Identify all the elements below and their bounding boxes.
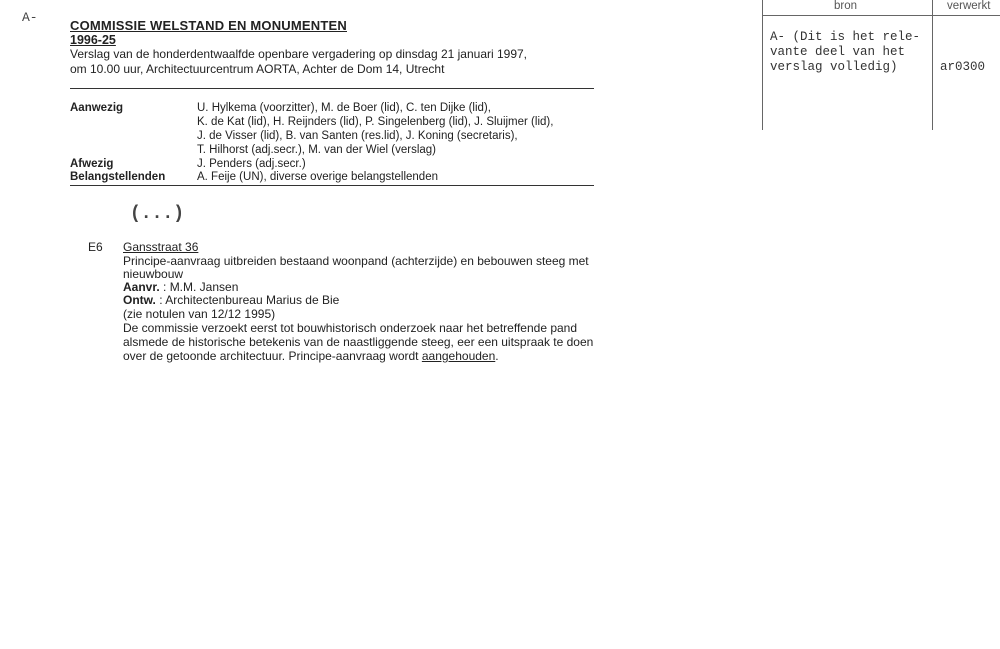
item-reference: (zie notulen van 12/12 1995) bbox=[123, 307, 276, 321]
item-decision-line-3 bbox=[123, 349, 499, 363]
divider-bottom bbox=[70, 185, 594, 186]
item-decision-line-1: De commissie verzoekt eerst tot bouwhistorisch onderzoek naar het betreffende pand bbox=[123, 321, 578, 335]
item-street: Gansstraat 36 bbox=[123, 240, 199, 254]
page-marker: A- bbox=[22, 10, 38, 25]
item-description-line-1: Principe-aanvraag uitbreiden bestaand woonpand (achterzijde) en bebouwen steeg met bbox=[123, 254, 589, 268]
decision-text: over de getoonde architectuur. Principe-aanvraag wordt bbox=[123, 349, 422, 363]
stakeholders-text: A. Feije (UN), diverse overige belangstellenden bbox=[197, 171, 438, 183]
present-line-3: J. de Visser (lid), B. van Santen (res.lid), J. Koning (secretaris), bbox=[197, 130, 518, 142]
item-description-line-2: nieuwbouw bbox=[123, 267, 184, 281]
table-column-divider bbox=[932, 0, 933, 130]
present-label: Aanwezig bbox=[70, 102, 124, 114]
item-code: E6 bbox=[88, 240, 103, 254]
document-number: 1996-25 bbox=[70, 33, 116, 47]
processed-code: ar0300 bbox=[940, 60, 986, 74]
source-note: A- (Dit is het rele- vante deel van het verslag volledig) bbox=[770, 30, 921, 74]
source-column-header: bron bbox=[834, 0, 858, 12]
present-line-4: T. Hilhorst (adj.secr.), M. van der Wiel (verslag) bbox=[197, 144, 437, 156]
designer-label: Ontw. bbox=[123, 293, 156, 307]
omission-marker: (...) bbox=[130, 204, 185, 224]
source-table bbox=[762, 0, 1000, 130]
organization-title: COMMISSIE WELSTAND EN MONUMENTEN bbox=[70, 18, 347, 33]
decision-status: aangehouden bbox=[421, 349, 496, 363]
item-designer bbox=[123, 293, 339, 307]
table-left-border bbox=[762, 0, 763, 130]
table-header-divider bbox=[762, 15, 1000, 16]
processed-column-header: verwerkt bbox=[947, 0, 991, 12]
absent-text: J. Penders (adj.secr.) bbox=[197, 158, 306, 170]
intro-line-2: om 10.00 uur, Architectuurcentrum AORTA, Achter de Dom 14, Utrecht bbox=[70, 62, 445, 76]
designer-value: : Architectenbureau Marius de Bie bbox=[155, 293, 340, 307]
divider-top bbox=[70, 88, 594, 89]
present-line-2: K. de Kat (lid), H. Reijnders (lid), P. Singelenberg (lid), J. Sluijmer (lid), bbox=[197, 116, 554, 128]
item-applicant bbox=[123, 280, 238, 294]
stakeholders-label: Belangstellenden bbox=[70, 171, 166, 183]
applicant-label: Aanvr. bbox=[123, 280, 160, 294]
applicant-value: : M.M. Jansen bbox=[159, 280, 239, 294]
item-decision-line-2: alsmede de historische betekenis van de naastliggende steeg, eer een uitspraak te doen bbox=[123, 335, 594, 349]
absent-label: Afwezig bbox=[70, 158, 114, 170]
present-line-1: U. Hylkema (voorzitter), M. de Boer (lid), C. ten Dijke (lid), bbox=[197, 102, 491, 114]
intro-line-1: Verslag van de honderdentwaalfde openbare vergadering op dinsdag 21 januari 1997, bbox=[70, 47, 528, 61]
decision-end: . bbox=[495, 349, 499, 363]
